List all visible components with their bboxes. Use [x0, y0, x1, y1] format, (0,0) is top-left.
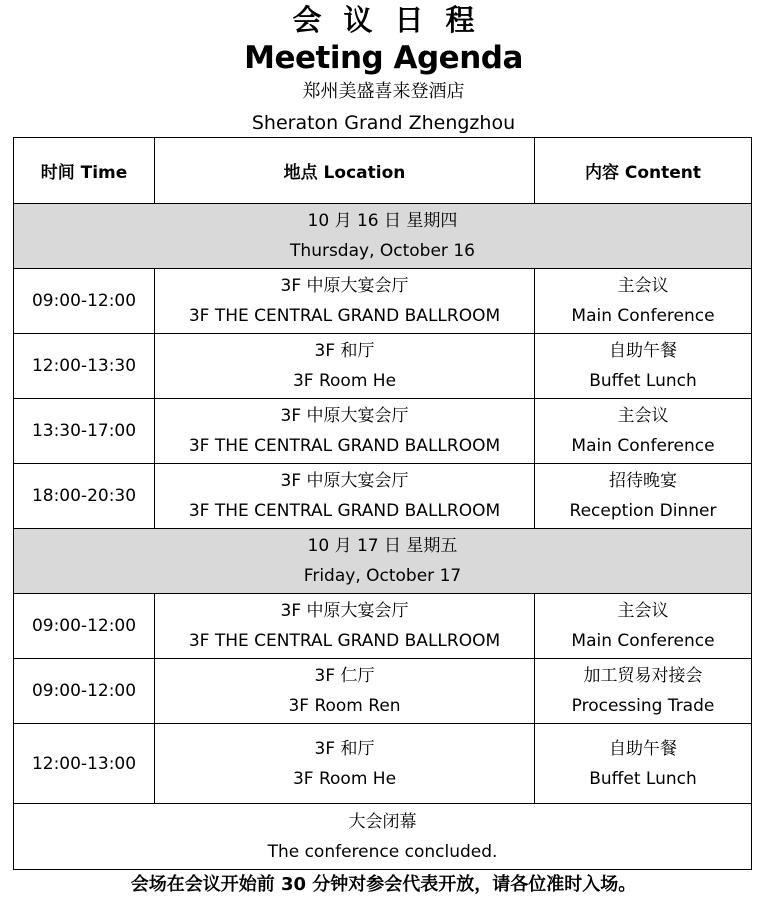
table-header-row	[14, 138, 752, 204]
day-date-chinese: 10 月 17 日 星期五	[307, 536, 458, 556]
session-content	[535, 399, 752, 464]
location-english: 3F Room Ren	[288, 696, 401, 716]
session-time: 18:00-20:30	[14, 464, 155, 529]
session-content	[535, 464, 752, 529]
location-english: 3F Room He	[292, 371, 397, 391]
content-english: Buffet Lunch	[589, 371, 697, 391]
content-chinese: 主会议	[617, 406, 669, 426]
location-english: 3F THE CENTRAL GRAND BALLROOM	[188, 436, 501, 456]
day-header-cell	[14, 204, 752, 269]
session-location	[155, 659, 535, 724]
location-chinese: 3F 中原大宴会厅	[280, 601, 409, 621]
session-content	[535, 594, 752, 659]
session-time: 12:00-13:30	[14, 334, 155, 399]
session-location	[155, 724, 535, 804]
session-location	[155, 464, 535, 529]
day-header-cell	[14, 529, 752, 594]
session-time: 13:30-17:00	[14, 399, 155, 464]
closing-english: The conference concluded.	[267, 841, 498, 862]
content-chinese: 自助午餐	[609, 341, 677, 361]
session-time: 09:00-12:00	[14, 659, 155, 724]
page-title-english: Meeting Agenda	[244, 40, 523, 76]
content-chinese: 自助午餐	[609, 738, 677, 759]
session-content	[535, 269, 752, 334]
content-chinese: 主会议	[617, 601, 669, 621]
day-header-row	[14, 529, 752, 594]
location-chinese: 3F 中原大宴会厅	[280, 406, 409, 426]
location-chinese: 3F 和厅	[314, 341, 375, 361]
table-row	[14, 464, 752, 529]
location-english: 3F THE CENTRAL GRAND BALLROOM	[188, 631, 501, 651]
location-chinese: 3F 仁厅	[314, 666, 375, 686]
content-english: Processing Trade	[571, 696, 715, 716]
day-date-english: Friday, October 17	[303, 566, 462, 586]
content-english: Buffet Lunch	[589, 768, 697, 789]
content-chinese: 主会议	[617, 276, 669, 296]
venue-name-chinese: 郑州美盛喜来登酒店	[302, 81, 465, 102]
session-time: 12:00-13:00	[14, 724, 155, 804]
table-row	[14, 269, 752, 334]
session-content	[535, 659, 752, 724]
table-row	[14, 724, 752, 804]
location-chinese: 3F 和厅	[314, 738, 375, 759]
location-chinese: 3F 中原大宴会厅	[280, 471, 409, 491]
session-time: 09:00-12:00	[14, 594, 155, 659]
table-row	[14, 659, 752, 724]
day-date-english: Thursday, October 16	[290, 241, 475, 261]
session-location	[155, 334, 535, 399]
session-location	[155, 269, 535, 334]
content-english: Main Conference	[571, 631, 715, 651]
closing-cell	[14, 804, 752, 870]
content-chinese: 招待晚宴	[609, 471, 677, 491]
closing-chinese: 大会闭幕	[348, 811, 417, 832]
venue-name-english: Sheraton Grand Zhengzhou	[251, 112, 516, 134]
session-location	[155, 399, 535, 464]
day-date-chinese: 10 月 16 日 星期四	[307, 211, 458, 231]
table-row	[14, 334, 752, 399]
column-header-location: 地点 Location	[155, 138, 535, 204]
location-chinese: 3F 中原大宴会厅	[280, 276, 409, 296]
content-english: Main Conference	[571, 306, 715, 326]
page-title-chinese: 会议日程	[292, 3, 497, 37]
closing-row	[14, 804, 752, 870]
content-chinese: 加工贸易对接会	[583, 666, 703, 686]
session-time: 09:00-12:00	[14, 269, 155, 334]
location-english: 3F THE CENTRAL GRAND BALLROOM	[188, 501, 501, 521]
content-english: Main Conference	[571, 436, 715, 456]
session-location	[155, 594, 535, 659]
location-english: 3F THE CENTRAL GRAND BALLROOM	[188, 306, 501, 326]
footer-note: 会场在会议开始前 30 分钟对参会代表开放，请各位准时入场。	[130, 874, 637, 895]
session-content	[535, 334, 752, 399]
column-header-content: 内容 Content	[535, 138, 752, 204]
location-english: 3F Room He	[292, 768, 397, 789]
table-row	[14, 399, 752, 464]
table-row	[14, 594, 752, 659]
session-content	[535, 724, 752, 804]
day-header-row	[14, 204, 752, 269]
agenda-table	[13, 137, 752, 870]
column-header-time: 时间 Time	[14, 138, 155, 204]
content-english: Reception Dinner	[569, 501, 717, 521]
